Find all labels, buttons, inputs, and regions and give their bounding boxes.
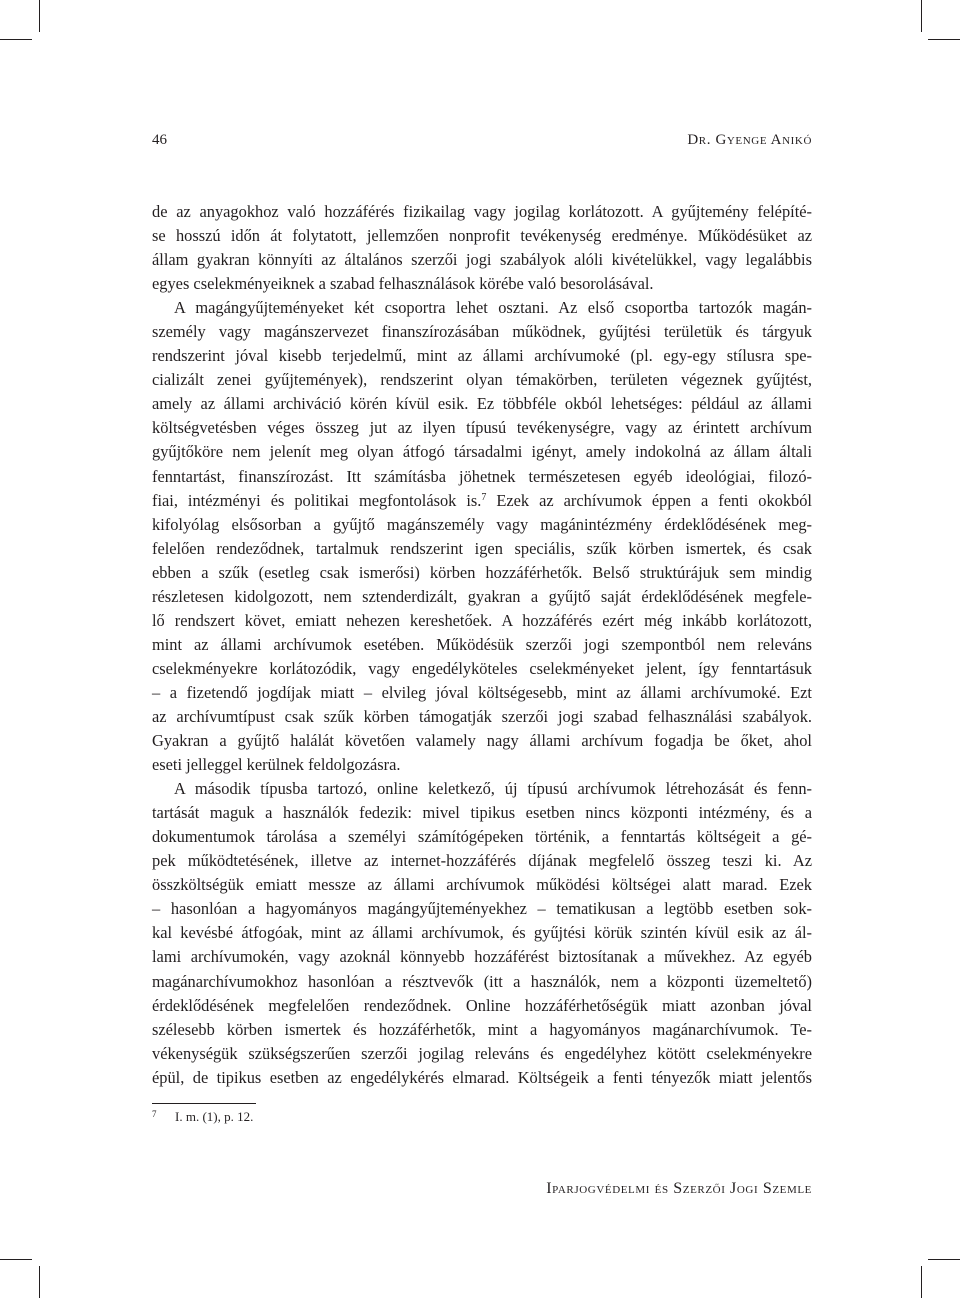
footnote: 7 I. m. (1), p. 12. (152, 1109, 254, 1124)
body-line: kifolyólag elsősorban a gyűjtő magánszemély vagy magánintézmény érdeklődésének meg- (152, 514, 812, 534)
footnote-separator (152, 1103, 256, 1104)
body-line: felelően rendeződnek, tartalmuk rendszerint igen speciális, szűk körben ismertek, és csak (152, 538, 812, 558)
body-line-segment: fiai, intézményi és politikai megfontolások is. (152, 490, 482, 510)
body-line: – a fizetendő jogdíjak miatt – elvileg jóval költségesebb, mint az állami archívumoké. Ezt (152, 682, 812, 702)
body-line: A második típusba tartozó, online keletkező, új típusú archívumok létrehozását és fenn- (174, 779, 812, 799)
body-line: tartását maguk a használók fedezik: mivel tipikus esetben nincs központi intézmény, és a (152, 803, 812, 823)
body-line: részletesen kidolgozott, nem sztenderdizált, gyakran a gyűjtő saját érdeklődésének megfele- (152, 586, 812, 606)
body-line: szélesebb körben ismertek és hozzáférhetők, mint a hagyományos magánarchívumok. Te- (152, 1019, 812, 1039)
paragraph (152, 200, 812, 296)
body-line: gyűjtőköre nem jelenít meg olyan átfogó társadalmi igényt, amely indokolná az állam általi (152, 442, 812, 462)
crop-mark-bottom-right-horizontal (928, 1259, 960, 1260)
body-line: pek működtetésének, illetve az internet-hozzáférés díjának megfelelő összeg teszi ki. Az (152, 851, 812, 871)
body-line (152, 489, 812, 513)
body-line: épül, de tipikus esetben az engedélykérés elmarad. Költségeik a fenti tényezők miatt jelentős (152, 1067, 812, 1087)
footnote-text: I. m. (1), p. 12. (175, 1109, 254, 1124)
body-line: magánarchívumokhoz hasonlóan a résztvevők (itt a használók, nem a központi üzemeltető) (152, 971, 812, 991)
body-line: összköltségük emiatt messze az állami archívumok működési költségei alatt marad. Ezek (152, 875, 812, 895)
body-line: ebben a szűk (esetleg csak ismerősi) körben hozzáférhetők. Belső struktúrájuk sem mindig (152, 562, 812, 582)
paragraph (152, 777, 812, 1090)
body-line: kal kevésbé átfogóak, mint az állami archívumok, és gyűjtési körük szintén kívül esik az ál- (152, 923, 812, 943)
body-line: dokumentumok tárolása a személyi számítógépeken történik, a fenntartás költségeit a gé- (152, 827, 812, 847)
body-line: A magángyűjteményeket két csoportra lehet osztani. Az első csoportba tartozók magán- (174, 298, 812, 318)
body-line: állam gyakran könnyíti az általános szerzői jogi szabályok alóli kivételükkel, vagy legalábbis (152, 250, 812, 270)
paragraph (152, 296, 812, 777)
body-line: érdeklődésének megfelelően rendeződnek. Online hozzáférhetőségük miatt azonban jóval (152, 995, 812, 1015)
body-line: eseti jelleggel kerülnek feldolgozásra. (152, 755, 401, 775)
body-line: személy vagy magánszervezet finanszírozásában működnek, gyűjtési területük és tárgyuk (152, 322, 812, 342)
body-line: cselekményekre korlátozódik, vagy engedélyköteles cselekményeket jelent, így fenntartásuk (152, 658, 812, 678)
crop-mark-top-left-horizontal (0, 39, 32, 40)
running-footer-journal-title: Iparjogvédelmi és Szerzői Jogi Szemle (546, 1180, 812, 1197)
body-line: lő rendszert követ, emiatt nehezen kereshetőek. A hozzáférés ezért még inkább korlátozott, (152, 610, 812, 630)
body-line: fenntartást, finanszírozást. Itt számításba jöhetnek természetesen egyéb ideológiai, filozó- (152, 466, 812, 486)
crop-mark-top-left-vertical (39, 0, 40, 32)
crop-mark-bottom-left-horizontal (0, 1259, 32, 1260)
crop-mark-top-right-vertical (921, 0, 922, 32)
body-line: az archívumtípust csak szűk körben támogatják szerzői jogi szabad felhasználási szabályok. (152, 706, 812, 726)
body-line: se hosszú időn át folytatott, jellemzően nonprofit tevékenység eredménye. Működésüket az (152, 226, 812, 246)
page-number: 46 (152, 132, 167, 148)
running-title-author: Dr. Gyenge Anikó (687, 132, 812, 148)
crop-mark-bottom-right-vertical (921, 1266, 922, 1298)
body-line: egyes cselekményeiknek a szabad felhasználások körébe való besorolásával. (152, 274, 654, 294)
footnote-reference[interactable]: 7 (481, 491, 487, 503)
body-text (152, 200, 812, 1090)
crop-mark-top-right-horizontal (928, 39, 960, 40)
body-line: mint az állami archívumok esetében. Működésük szerzői jogi szempontból nem releváns (152, 634, 812, 654)
body-line: – hasonlóan a hagyományos magángyűjteményekhez – tematikusan a legtöbb esetben sok- (152, 899, 812, 919)
body-line: cializált zenei gyűjtemények), rendszerint olyan témakörben, területen végeznek gyűjtést, (152, 370, 812, 390)
body-line: rendszerint jóval kisebb terjedelmű, mint az állami archívumoké (pl. egy-egy stílusra spe- (152, 346, 812, 366)
body-line: költségvetésben véges összeg jut az ilyen típusú tevékenységre, vagy az érintett archívum (152, 418, 812, 438)
body-line: vékenységük szükségszerűen szerzői jogilag releváns és engedélyhez kötött cselekményekre (152, 1043, 812, 1063)
body-line-segment: Ezek az archívumok éppen a fenti okokból (496, 490, 812, 510)
body-line: amely az állami archiváció körén kívül esik. Ez többféle okból lehetséges: például az állami (152, 394, 812, 414)
body-line: lami archívumokén, vagy azoknál könnyebb hozzáférést biztosítanak a művekhez. Az egyéb (152, 947, 812, 967)
crop-mark-bottom-left-vertical (39, 1266, 40, 1298)
body-line: de az anyagokhoz való hozzáférés fizikailag vagy jogilag korlátozott. A gyűjtemény felépíté- (152, 202, 812, 221)
body-line: Gyakran a gyűjtő halálát követően valamely nagy állami archívum fogadja be őket, ahol (152, 731, 812, 751)
